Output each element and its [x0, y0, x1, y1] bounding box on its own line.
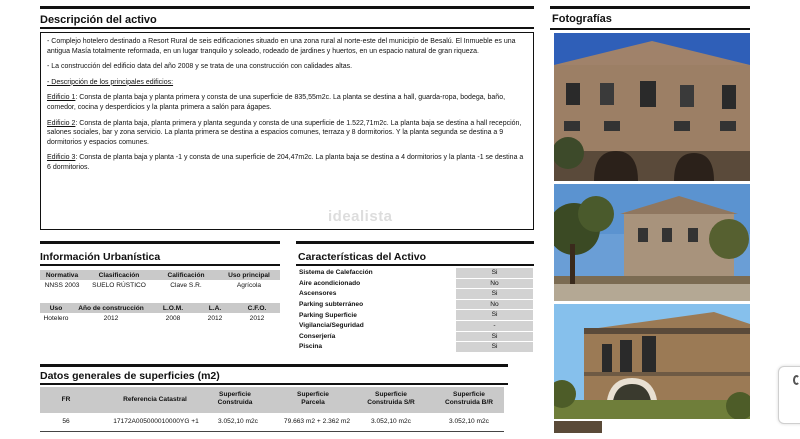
- feature-label: Ascensores: [299, 290, 337, 298]
- feature-label: Vigilancia/Seguridad: [299, 322, 364, 330]
- description-buildings-heading: - Descripción de los principales edificios:: [47, 78, 174, 86]
- photo-masia-facade[interactable]: [554, 33, 750, 181]
- urban-h-lom: L.O.M.: [150, 303, 196, 313]
- feature-label: Parking Superficie: [299, 311, 357, 319]
- urban-lom: 2008: [165, 315, 181, 322]
- urban-calificacion: Clave S.R.: [170, 282, 202, 289]
- building-1: [47, 93, 527, 112]
- feature-row: [298, 342, 533, 353]
- surfaces-fr: 56: [62, 418, 70, 425]
- features-title-rule: [296, 264, 534, 266]
- description-intro: - Complejo hotelero destinado a Resort Rural de seis edificaciones situado en una zona rural al norte-este del municipio de Besalú. El Inmueble es una antigua Masía totalmente reformada, en un lugar tranquilo y soleado, rodeado de jardines y huertos, en un espacio natural de gran riqueza.: [47, 38, 516, 55]
- surfaces-h-sc: Superficie Construida: [217, 391, 253, 406]
- feature-label: Sistema de Calefacción: [299, 269, 373, 277]
- urban-title: Información Urbanística: [40, 251, 161, 263]
- feature-row: [298, 289, 533, 300]
- urban-anio: 2012: [103, 315, 119, 322]
- surfaces-scsr: 3.052,10 m2c: [371, 418, 411, 425]
- feature-value: Si: [456, 342, 533, 352]
- photos-title: Fotografías: [552, 13, 612, 25]
- building-3: [47, 153, 527, 172]
- features-title: Características del Activo: [298, 251, 427, 263]
- building-3-text: : Consta de planta baja y planta -1 y consta de una superficie de 204,47m2c. La planta baja se destina a 4 dormitorios y la planta -1 se destina a 6 dormitorios.: [47, 154, 524, 171]
- urban-h-anio: Año de construcción: [72, 303, 150, 313]
- feature-row: [298, 279, 533, 290]
- photo-strip-bottom: [554, 421, 602, 433]
- urban-h-cfo: C.F.O.: [234, 303, 280, 313]
- description-construction: - La construcción del edificio data del año 2008 y se trata de una construcción con calidades altas.: [47, 63, 353, 71]
- watermark: idealista: [328, 208, 393, 225]
- feature-row: [298, 300, 533, 311]
- building-3-label: Edificio 3: [47, 154, 76, 162]
- surfaces-title: Datos generales de superficies (m2): [40, 370, 220, 382]
- surfaces-h-fr: FR: [61, 396, 71, 403]
- surfaces-sc: 3.052,10 m2c: [218, 418, 258, 425]
- feature-value: No: [456, 279, 533, 289]
- surfaces-row: [40, 415, 504, 431]
- urban-clasificacion: SUELO RÚSTICO: [92, 282, 146, 289]
- feature-row: [298, 321, 533, 332]
- feature-label: Piscina: [299, 343, 323, 351]
- building-1-label: Edificio 1: [47, 94, 76, 102]
- refresh-icon: [793, 375, 800, 385]
- surfaces-sp: 79.663 m2 + 2.362 m2: [283, 418, 351, 425]
- photos-title-rule: [550, 28, 750, 30]
- feature-value: Si: [456, 268, 533, 278]
- urban-top-rule: [40, 241, 280, 244]
- surfaces-h-scsr: Superficie Construida S/R: [367, 391, 415, 406]
- building-1-text: : Consta de planta baja y planta primera y consta de una superficie de 835,55m2c. La planta se destina a hall, guarda-ropa, bodega, baño, comedor, cocina y desperdicios y la planta primera a salón para ágapes.: [47, 94, 506, 111]
- feature-value: Si: [456, 332, 533, 342]
- building-2: [47, 119, 527, 148]
- urban-title-rule: [40, 264, 280, 266]
- feature-value: Si: [456, 310, 533, 320]
- urban-cfo: 2012: [249, 315, 265, 322]
- urban-la: 2012: [207, 315, 223, 322]
- feature-value: No: [456, 300, 533, 310]
- feature-value: -: [456, 321, 533, 331]
- building-2-text: : Consta de planta baja, planta primera y planta segunda y consta de una superficie de 1.522,71m2c. La planta baja se destina a hall recepción, salones sociales, bar y zona servicio. La planta primera se destina a espacios comunes, terraza y 8 dormitorios. Y la planta segunda se destina a 9 dormitorios y espacios comunes.: [47, 119, 522, 146]
- photo-stone-house-trees[interactable]: [554, 184, 750, 301]
- urban-h-la: L.A.: [196, 303, 234, 313]
- surfaces-header: [40, 387, 504, 413]
- feature-row: [298, 268, 533, 279]
- feature-row: [298, 332, 533, 343]
- features-top-rule: [296, 241, 534, 244]
- urban-h-calificacion: Calificación: [154, 270, 218, 280]
- photo-stone-building-arches[interactable]: [554, 304, 750, 419]
- surfaces-h-scbr: Superficie Construida B/R: [445, 391, 493, 406]
- feature-label: Parking subterráneo: [299, 301, 364, 309]
- floating-side-button[interactable]: [778, 366, 800, 424]
- surfaces-bottom-line: [40, 431, 504, 432]
- building-2-label: Edificio 2: [47, 119, 76, 127]
- top-rule-right: [550, 6, 750, 9]
- surfaces-ref: 17172A005000010000YG +1: [113, 418, 199, 425]
- urban-uso2: Hotelero: [43, 315, 69, 322]
- surfaces-top-rule: [40, 364, 508, 367]
- surfaces-h-sp: Superficie Parcela: [297, 391, 329, 406]
- urban-h-clasificacion: Clasificación: [84, 270, 154, 280]
- urban-h-normativa: Normativa: [40, 270, 84, 280]
- features-list: [298, 268, 533, 353]
- feature-label: Aire acondicionado: [299, 279, 361, 287]
- urban-h-uso: Uso principal: [218, 270, 280, 280]
- urban-h-uso2: Uso: [40, 303, 72, 313]
- feature-value: Si: [456, 289, 533, 299]
- surfaces-scbr: 3.052,10 m2c: [449, 418, 489, 425]
- urban-normativa: NNSS 2003: [44, 282, 80, 289]
- urban-table-1: [40, 270, 280, 291]
- description-title: Descripción del activo: [40, 14, 157, 26]
- urban-uso: Agrícola: [236, 282, 262, 289]
- feature-label: Conserjería: [299, 332, 336, 340]
- urban-table-2: [40, 303, 280, 324]
- description-box: [40, 32, 534, 230]
- surfaces-h-ref: Referencia Catastral: [123, 396, 187, 403]
- description-title-rule: [40, 27, 534, 29]
- feature-row: [298, 310, 533, 321]
- top-rule-left: [40, 6, 534, 9]
- surfaces-title-rule: [40, 383, 508, 385]
